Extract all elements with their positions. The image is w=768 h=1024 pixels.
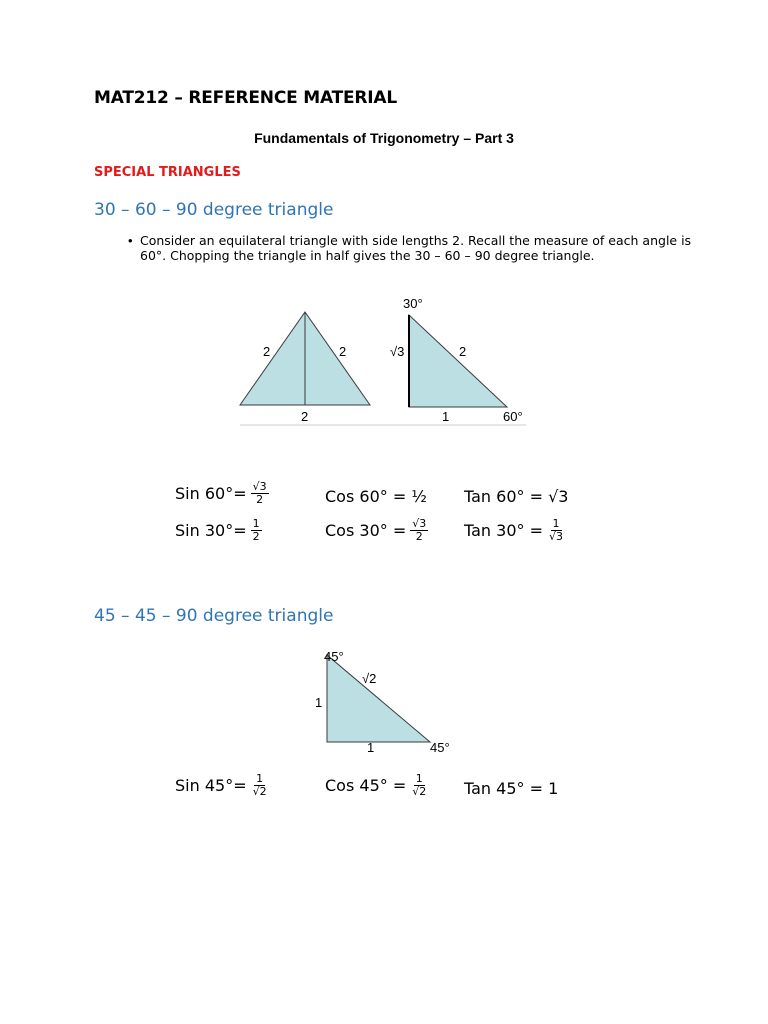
equilateral-left-label: 2 xyxy=(263,344,271,359)
eq-sin-45-den: √2 xyxy=(252,785,267,798)
eq-sin-45-num: 1 xyxy=(256,772,264,785)
heading-45-45-90: 45 – 45 – 90 degree triangle xyxy=(94,606,334,626)
section-heading: SPECIAL TRIANGLES xyxy=(94,165,241,180)
eq-cos-45-den: √2 xyxy=(412,785,427,798)
eq-cos-45-num: 1 xyxy=(415,772,423,785)
eq-sin-30-lhs: Sin 30°= xyxy=(175,521,247,540)
eq-tan-30-den: √3 xyxy=(549,530,564,543)
eq-sin-60-den: 2 xyxy=(256,493,264,506)
eq-cos-30-num: √3 xyxy=(412,517,427,530)
figure-30-60-90 xyxy=(230,290,540,430)
eq-cos-30 xyxy=(325,518,428,543)
half-hypotenuse-label: 2 xyxy=(459,344,467,359)
eq-sin-30 xyxy=(175,518,262,543)
eq-tan-45-lhs: Tan 45° = 1 xyxy=(464,779,559,798)
heading-30-60-90: 30 – 60 – 90 degree triangle xyxy=(94,200,334,220)
equilateral-base-label: 2 xyxy=(301,409,309,424)
eq-sin-60-num: √3 xyxy=(252,480,267,493)
hypotenuse-label: √2 xyxy=(362,671,377,686)
half-left-label: √3 xyxy=(390,344,405,359)
eq-cos-60-lhs: Cos 60° = ½ xyxy=(325,487,427,506)
eq-sin-30-num: 1 xyxy=(252,517,260,530)
base-label: 1 xyxy=(367,740,375,755)
eq-cos-45 xyxy=(325,773,428,798)
isosceles-right-triangle xyxy=(327,655,430,742)
document-subtitle: Fundamentals of Trigonometry – Part 3 xyxy=(254,130,514,146)
eq-sin-60-lhs: Sin 60°= xyxy=(175,484,247,503)
eq-tan-45 xyxy=(464,779,558,798)
document-title: MAT212 – REFERENCE MATERIAL xyxy=(94,88,398,108)
eq-cos-45-fraction xyxy=(410,773,428,798)
eq-cos-45-lhs: Cos 45° = xyxy=(325,776,407,795)
eq-sin-30-den: 2 xyxy=(252,530,260,543)
eq-sin-60-fraction xyxy=(251,481,269,506)
eq-cos-30-lhs: Cos 30° = xyxy=(325,521,407,540)
eq-sin-30-fraction xyxy=(251,518,262,543)
eq-tan-30 xyxy=(464,518,565,543)
angle-60-label: 60° xyxy=(503,409,523,424)
angle-45-top-label: 45° xyxy=(324,649,344,664)
angle-45-bottom-label: 45° xyxy=(430,740,450,755)
half-base-label: 1 xyxy=(442,409,450,424)
eq-cos-30-fraction xyxy=(410,518,428,543)
eq-tan-30-fraction xyxy=(547,518,565,543)
eq-cos-60 xyxy=(325,487,427,506)
figure-45-45-90 xyxy=(305,645,475,760)
eq-sin-45 xyxy=(175,773,269,798)
angle-30-label: 30° xyxy=(403,296,423,311)
eq-sin-60 xyxy=(175,481,269,506)
bullet-marker: • xyxy=(128,233,133,248)
eq-sin-45-fraction xyxy=(251,773,269,798)
eq-sin-45-lhs: Sin 45°= xyxy=(175,776,247,795)
eq-tan-30-num: 1 xyxy=(552,517,560,530)
equilateral-right-label: 2 xyxy=(339,344,347,359)
eq-tan-60 xyxy=(464,487,568,506)
description-text: Consider an equilateral triangle with side lengths 2. Recall the measure of each angle is 60°. Chopping the triangle in half gives the 30 – 60 – 90 degree triangle. xyxy=(140,233,692,263)
half-triangle xyxy=(409,315,507,407)
left-side-label: 1 xyxy=(315,695,323,710)
eq-tan-60-lhs: Tan 60° = √3 xyxy=(464,487,569,506)
eq-tan-30-lhs: Tan 30° = xyxy=(464,521,544,540)
eq-cos-30-den: 2 xyxy=(415,530,423,543)
